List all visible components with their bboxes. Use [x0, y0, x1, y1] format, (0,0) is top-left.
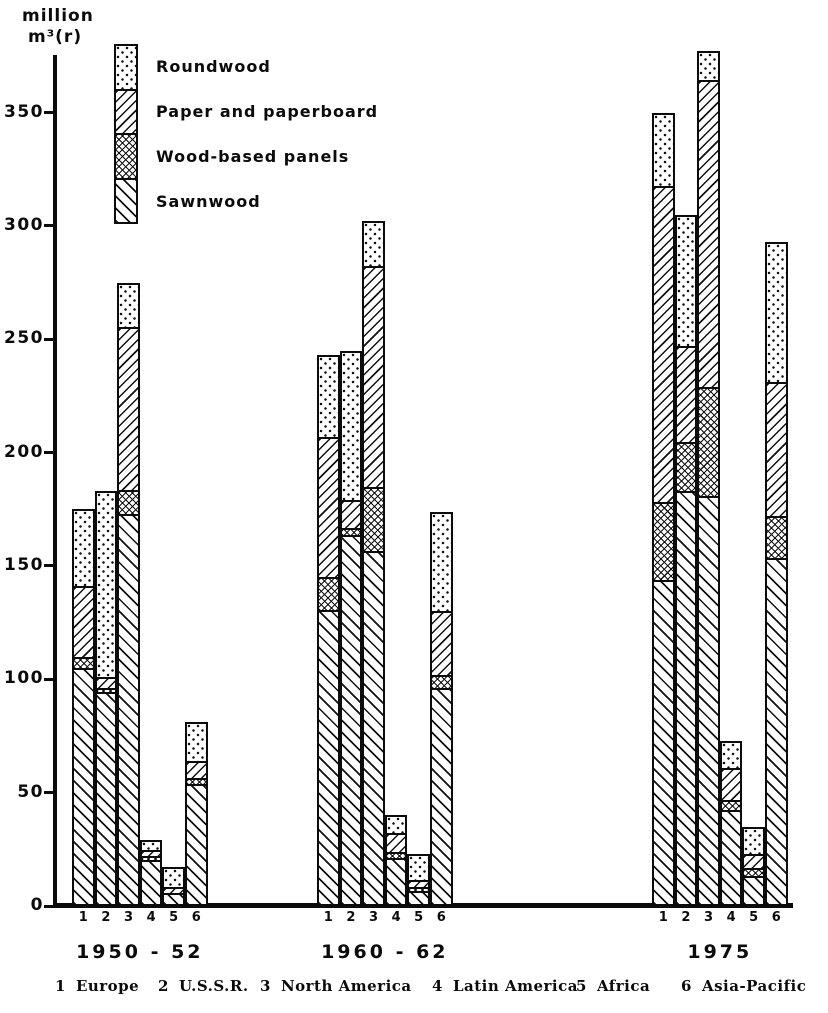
footnote-number: 5	[576, 977, 587, 995]
bar-1960-62-europe	[317, 355, 340, 906]
segment-paper-and-paperboard	[744, 854, 763, 868]
segment-paper-and-paperboard	[409, 880, 428, 888]
segment-paper-and-paperboard	[699, 80, 718, 387]
segment-paper-and-paperboard	[364, 266, 383, 487]
bar-number-1975-4: 4	[726, 910, 736, 925]
footnote-number: 2	[158, 977, 169, 995]
legend-label-roundwood: Roundwood	[156, 57, 271, 76]
segment-wood-based-panels	[767, 516, 786, 558]
segment-wood-based-panels	[432, 675, 451, 688]
bar-number-1960-62-2: 2	[346, 910, 356, 925]
segment-sawnwood	[97, 692, 116, 904]
segment-wood-based-panels	[677, 442, 696, 491]
segment-roundwood	[767, 244, 786, 382]
bar-number-1950-52-3: 3	[123, 910, 133, 925]
segment-wood-based-panels	[319, 577, 338, 610]
segment-roundwood	[654, 115, 673, 187]
period-label-1975: 1975	[687, 941, 753, 963]
legend-swatch-wood-based-panels	[116, 133, 136, 178]
y-tick-label-300: 300	[4, 214, 44, 235]
segment-sawnwood	[432, 688, 451, 904]
segment-sawnwood	[744, 876, 763, 904]
footnote-number: 4	[432, 977, 443, 995]
bar-number-1950-52-2: 2	[101, 910, 111, 925]
segment-paper-and-paperboard	[654, 186, 673, 501]
legend	[156, 44, 378, 224]
bar-number-1975-5: 5	[749, 910, 759, 925]
period-label-1960-62: 1960 - 62	[321, 941, 449, 963]
legend-pattern-column	[114, 44, 138, 224]
footnote-region-name: Asia-Pacific	[701, 977, 807, 995]
segment-roundwood	[319, 357, 338, 437]
bar-1975-north-america	[697, 51, 720, 906]
segment-wood-based-panels	[722, 800, 741, 811]
segment-sawnwood	[342, 535, 361, 904]
legend-swatch-paper-and-paperboard	[116, 89, 136, 134]
segment-roundwood	[74, 511, 93, 586]
footnote-item-africa	[576, 977, 650, 995]
y-tick-label-100: 100	[4, 668, 44, 689]
segment-paper-and-paperboard	[432, 611, 451, 675]
bar-1975-europe	[652, 113, 675, 906]
y-tick-label-0: 0	[30, 895, 44, 915]
bar-1960-62-asia-pacific	[430, 512, 453, 906]
y-axis-unit-label	[22, 6, 94, 48]
bar-number-1960-62-5: 5	[414, 910, 424, 925]
footnote-number: 1	[55, 977, 66, 995]
legend-label-sawnwood: Sawnwood	[156, 192, 261, 211]
bar-number-1960-62-6: 6	[436, 910, 446, 925]
segment-sawnwood	[319, 610, 338, 904]
segment-paper-and-paperboard	[722, 768, 741, 800]
unit-label-line1: million	[22, 6, 94, 26]
bar-1960-62-u-s-s-r	[340, 351, 363, 906]
segment-roundwood	[744, 829, 763, 855]
segment-roundwood	[187, 724, 206, 760]
footnote-item-north-america	[260, 977, 412, 995]
bar-1975-u-s-s-r	[675, 215, 698, 906]
segment-sawnwood	[364, 551, 383, 904]
footnote-item-asia-pacific	[681, 977, 806, 995]
segment-paper-and-paperboard	[319, 437, 338, 577]
segment-wood-based-panels	[74, 657, 93, 668]
y-tick-mark-0	[44, 905, 57, 908]
segment-roundwood	[387, 817, 406, 833]
segment-roundwood	[142, 842, 161, 850]
segment-paper-and-paperboard	[342, 500, 361, 529]
footnote-region-name: North America	[280, 977, 412, 995]
segment-sawnwood	[767, 558, 786, 904]
footnote-number: 6	[681, 977, 692, 995]
footnote-region-name: U.S.S.R.	[178, 977, 249, 995]
bar-number-1960-62-4: 4	[391, 910, 401, 925]
footnote-item-latin-america	[432, 977, 578, 995]
footnote-item-europe	[55, 977, 139, 995]
segment-wood-based-panels	[699, 387, 718, 497]
bar-1950-52-latin-america	[140, 840, 163, 906]
bar-number-1975-3: 3	[703, 910, 713, 925]
segment-roundwood	[342, 353, 361, 500]
segment-paper-and-paperboard	[74, 586, 93, 657]
footnote-region-name: Africa	[596, 977, 651, 995]
segment-sawnwood	[409, 891, 428, 904]
y-tick-mark-100	[44, 678, 57, 681]
footnote-region-name: Europe	[75, 977, 140, 995]
bar-1950-52-u-s-s-r	[95, 491, 118, 906]
footnote-region-name: Latin America	[452, 977, 578, 995]
segment-sawnwood	[142, 860, 161, 904]
footnote-item-u-s-s-r	[158, 977, 249, 995]
bar-1950-52-asia-pacific	[185, 722, 208, 906]
segment-sawnwood	[74, 668, 93, 904]
segment-roundwood	[97, 493, 116, 677]
segment-sawnwood	[654, 580, 673, 904]
segment-sawnwood	[722, 810, 741, 904]
bar-1960-62-north-america	[362, 221, 385, 906]
bar-1960-62-africa	[407, 854, 430, 906]
segment-sawnwood	[699, 496, 718, 904]
legend-label-paper-and-paperboard: Paper and paperboard	[156, 102, 379, 121]
y-tick-label-50: 50	[17, 781, 44, 802]
segment-paper-and-paperboard	[677, 346, 696, 442]
segment-roundwood	[119, 285, 138, 327]
y-tick-mark-350	[44, 111, 57, 114]
segment-paper-and-paperboard	[119, 327, 138, 490]
bar-1975-asia-pacific	[765, 242, 788, 906]
y-tick-label-150: 150	[4, 554, 44, 575]
segment-paper-and-paperboard	[97, 677, 116, 688]
y-tick-mark-50	[44, 791, 57, 794]
segment-paper-and-paperboard	[387, 833, 406, 851]
bar-number-1975-2: 2	[681, 910, 691, 925]
segment-roundwood	[722, 743, 741, 769]
bar-number-1960-62-1: 1	[323, 910, 333, 925]
bar-number-1975-1: 1	[658, 910, 668, 925]
segment-roundwood	[164, 869, 183, 887]
y-tick-mark-300	[44, 224, 57, 227]
period-label-1950-52: 1950 - 52	[76, 941, 204, 963]
y-tick-mark-250	[44, 338, 57, 341]
segment-roundwood	[677, 217, 696, 347]
segment-paper-and-paperboard	[767, 382, 786, 516]
segment-roundwood	[409, 856, 428, 880]
segment-roundwood	[432, 514, 451, 611]
bar-1960-62-latin-america	[385, 815, 408, 906]
segment-roundwood	[699, 53, 718, 80]
bar-number-1975-6: 6	[771, 910, 781, 925]
bar-1975-latin-america	[720, 741, 743, 906]
segment-sawnwood	[677, 491, 696, 904]
segment-sawnwood	[387, 858, 406, 904]
segment-wood-based-panels	[119, 490, 138, 514]
bar-1950-52-north-america	[117, 283, 140, 906]
y-tick-label-350: 350	[4, 101, 44, 122]
bar-1975-africa	[742, 827, 765, 906]
legend-swatch-sawnwood	[116, 178, 136, 223]
legend-label-wood-based-panels: Wood-based panels	[156, 147, 350, 166]
unit-label-line2: m³(r)	[28, 27, 83, 47]
y-tick-label-200: 200	[4, 441, 44, 462]
y-tick-mark-200	[44, 451, 57, 454]
y-tick-mark-150	[44, 564, 57, 567]
segment-sawnwood	[187, 784, 206, 904]
bar-number-1960-62-3: 3	[368, 910, 378, 925]
legend-swatch-roundwood	[116, 46, 136, 89]
y-tick-label-250: 250	[4, 328, 44, 349]
bar-number-1950-52-4: 4	[146, 910, 156, 925]
segment-sawnwood	[119, 514, 138, 904]
segment-wood-based-panels	[744, 868, 763, 876]
segment-roundwood	[364, 223, 383, 265]
footnote-number: 3	[260, 977, 271, 995]
bar-number-1950-52-6: 6	[191, 910, 201, 925]
y-axis-line	[53, 55, 57, 908]
segment-wood-based-panels	[654, 502, 673, 580]
bar-1950-52-africa	[162, 867, 185, 906]
segment-paper-and-paperboard	[187, 761, 206, 778]
segment-sawnwood	[164, 893, 183, 904]
bar-number-1950-52-1: 1	[78, 910, 88, 925]
bar-number-1950-52-5: 5	[169, 910, 179, 925]
segment-wood-based-panels	[364, 487, 383, 552]
bar-1950-52-europe	[72, 509, 95, 906]
